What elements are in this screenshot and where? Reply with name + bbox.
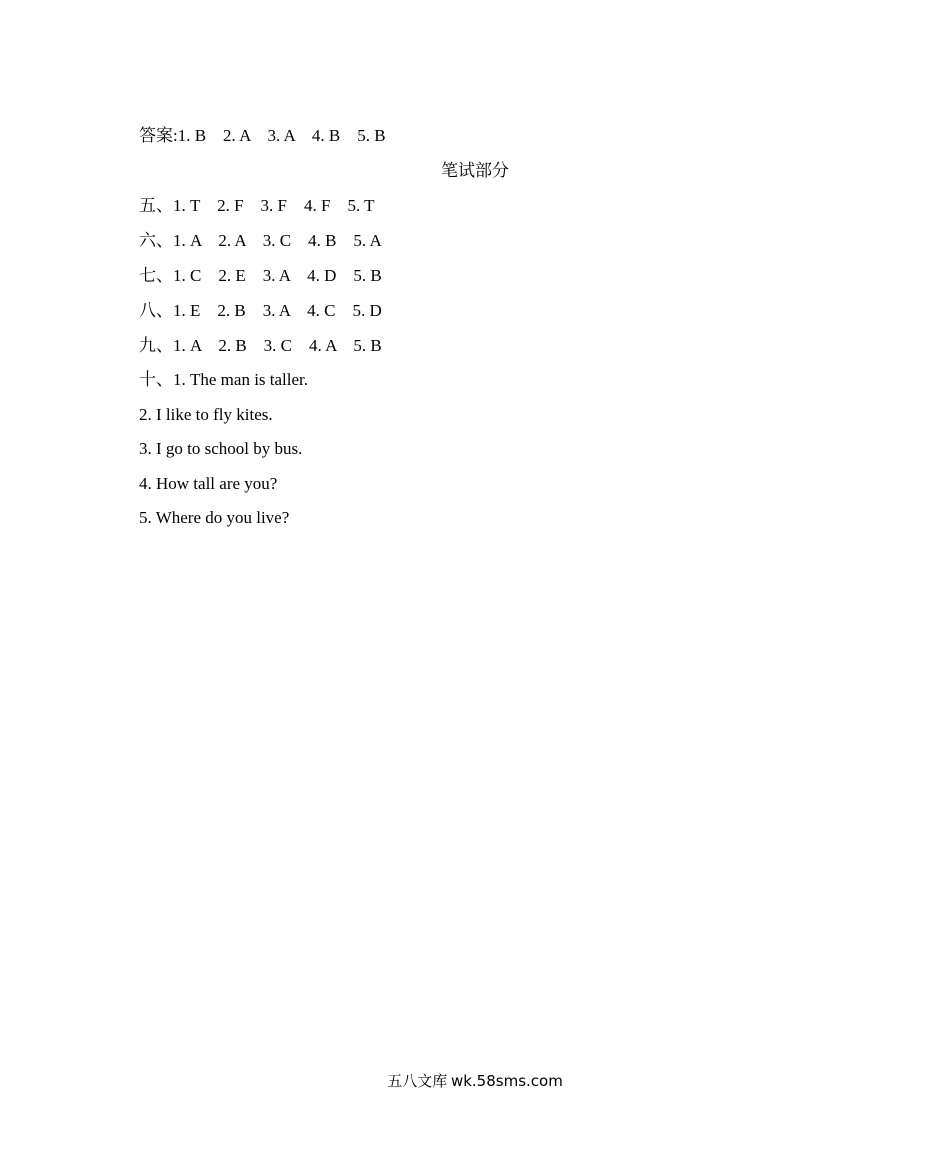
answers-section-9: 九、1. A 2. B 3. C 4. A 5. B — [139, 336, 382, 355]
footer-site-name: 五八文库 — [387, 1072, 448, 1090]
answers-section-5: 五、1. T 2. F 3. F 4. F 5. T — [139, 196, 375, 215]
answers-section-10-item-4: 4. How tall are you? — [139, 473, 278, 493]
written-section-title: 笔试部分 — [441, 161, 509, 180]
page-footer — [0, 1071, 950, 1092]
answers-section-10-item-1: 十、1. The man is taller. — [139, 370, 309, 389]
answers-section-10-item-5: 5. Where do you live? — [139, 508, 290, 527]
document-body — [139, 118, 819, 536]
footer-site-url: wk.58sms.com — [450, 1072, 563, 1090]
answers-section-7: 七、1. C 2. E 3. A 4. D 5. B — [139, 266, 382, 285]
answers-section-10-item-3: 3. I go to school by bus. — [139, 439, 303, 458]
answers-section-10-item-2: 2. I like to fly kites. — [139, 404, 273, 424]
answers-section-8: 八、1. E 2. B 3. A 4. C 5. D — [139, 301, 382, 320]
answers-section-6: 六、1. A 2. A 3. C 4. B 5. A — [139, 231, 382, 250]
listening-answers-line: 答案:1. B 2. A 3. A 4. B 5. B — [139, 126, 386, 145]
